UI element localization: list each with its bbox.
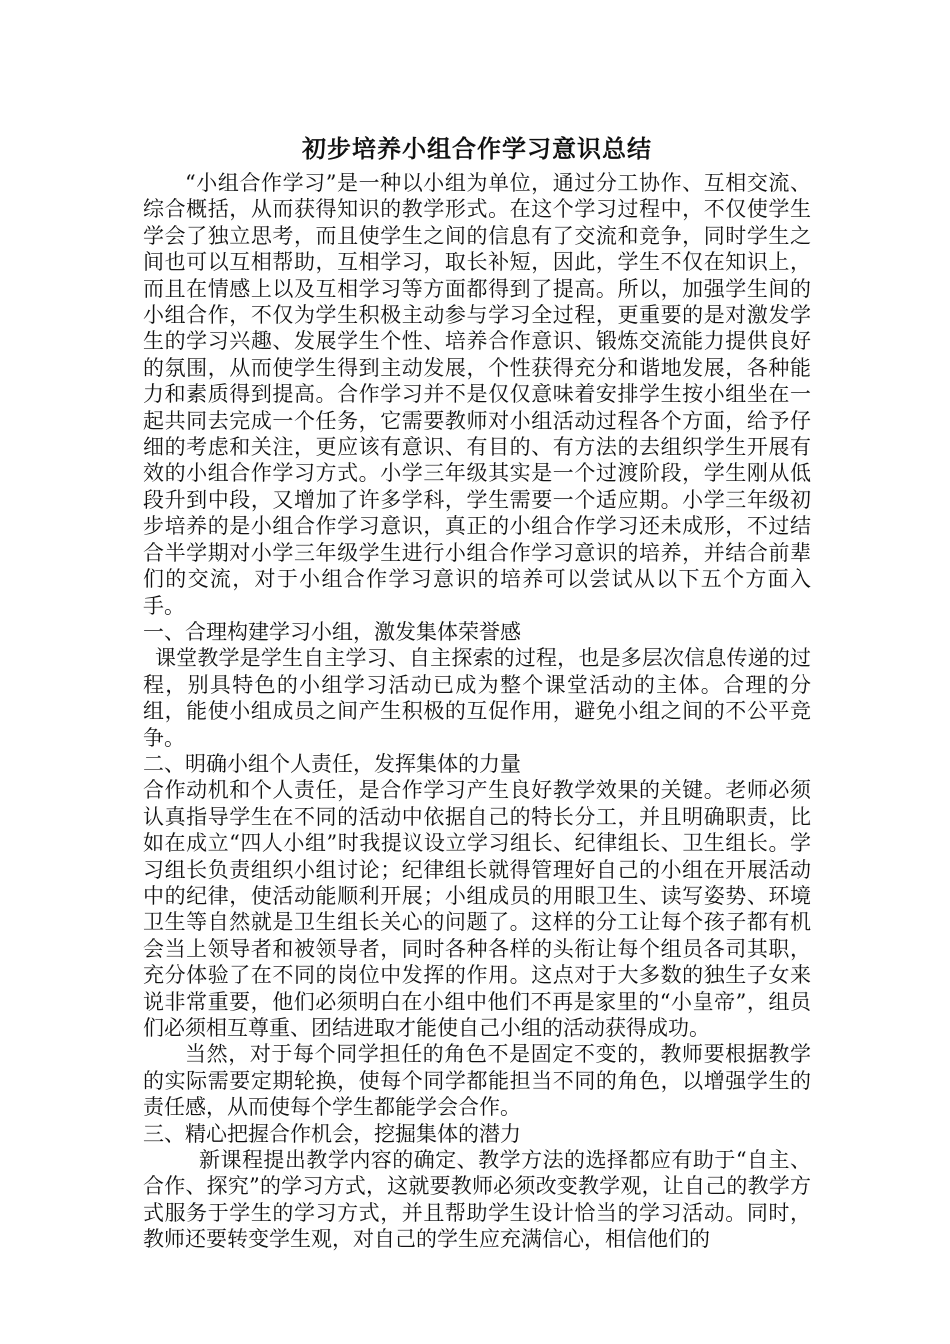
section-3-paragraph: 新课程提出教学内容的确定、教学方法的选择都应有助于“自主、合作、探究”的学习方式，这就要教师必须改变教学观，让自己的教学方式服务于学生的学习方式，并且帮助学生设计恰当的学习活动。同时，教师还要转变学生观，对自己的学生应充满信心，相信他们的	[143, 1148, 811, 1252]
intro-paragraph: “小组合作学习”是一种以小组为单位，通过分工协作、互相交流、综合概括，从而获得知识的教学形式。在这个学习过程中，不仅使学生学会了独立思考，而且使学生之间的信息有了交流和竞争，同时学生之间也可以互相帮助，互相学习，取长补短，因此，学生不仅在知识上，而且在情感上以及互相学习等方面都得到了提高。所以，加强学生间的小组合作，不仅为学生积极主动参与学习全过程，更重要的是对激发学生的学习兴趣、发展学生个性、培养合作意识、锻炼交流能力提供良好的氛围，从而使学生得到主动发展，个性获得充分和谐地发展，各种能力和素质得到提高。合作学习并不是仅仅意味着安排学生按小组坐在一起共同去完成一个任务，它需要教师对小组活动过程各个方面，给予仔细的考虑和关注，更应该有意识、有目的、有方法的去组织学生开展有效的小组合作学习方式。小学三年级其实是一个过渡阶段，学生刚从低段升到中段，又增加了许多学科，学生需要一个适应期。小学三年级初步培养的是小组合作学习意识，真正的小组合作学习还未成形，不过结合半学期对小学三年级学生进行小组合作学习意识的培养，并结合前辈们的交流，对于小组合作学习意识的培养可以尝试从以下五个方面入手。	[143, 171, 811, 618]
section-heading-3: 三、精心把握合作机会，挖掘集体的潜力	[143, 1121, 521, 1146]
section-heading-2: 二、明确小组个人责任，发挥集体的力量	[143, 751, 521, 776]
document-page	[143, 132, 811, 1253]
section-2-paragraph-a: 合作动机和个人责任，是合作学习产生良好教学效果的关键。老师必须认真指导学生在不同的活动中依据自己的特长分工，并且明确职责，比如在成立“四人小组”时我提议设立学习组长、纪律组长、卫生组长。学习组长负责组织小组讨论；纪律组长就得管理好自己的小组在开展活动中的纪律，使活动能顺利开展；小组成员的用眼卫生、读写姿势、环境卫生等自然就是卫生组长关心的问题了。这样的分工让每个孩子都有机会当上领导者和被领导者，同时各种各样的头衔让每个组员各司其职，充分体验了在不同的岗位中发挥的作用。这点对于大多数的独生子女来说非常重要，他们必须明白在小组中他们不再是家里的“小皇帝”，组员们必须相互尊重、团结进取才能使自己小组的活动获得成功。	[143, 778, 811, 1040]
section-1-paragraph: 课堂教学是学生自主学习、自主探索的过程，也是多层次信息传递的过程，别具特色的小组学习活动已成为整个课堂活动的主体。合理的分组，能使小组成员之间产生积极的互促作用，避免小组之间的不公平竞争。	[143, 646, 811, 750]
section-heading-1: 一、合理构建学习小组，激发集体荣誉感	[143, 619, 521, 644]
section-2-paragraph-b: 当然，对于每个同学担任的角色不是固定不变的，教师要根据教学的实际需要定期轮换，使每个同学都能担当不同的角色，以增强学生的责任感，从而使每个学生都能学会合作。	[143, 1042, 811, 1120]
document-title: 初步培养小组合作学习意识总结	[302, 134, 652, 163]
